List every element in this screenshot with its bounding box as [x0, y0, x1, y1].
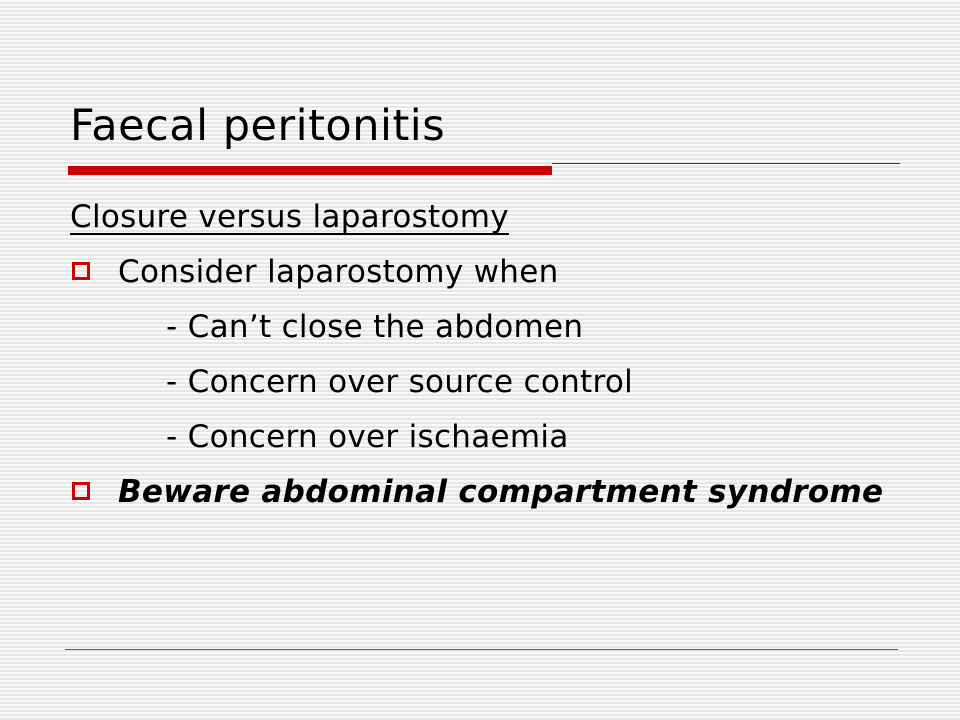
square-bullet-icon — [72, 262, 90, 280]
bullet-item — [70, 245, 920, 300]
footer-rule — [65, 649, 898, 650]
bullet-item-emphasis — [70, 471, 920, 513]
title-underline-thick — [68, 166, 552, 175]
title-underline-thin — [552, 163, 900, 164]
bullet-text-emphasis: Beware abdominal compartment syndrome — [118, 474, 884, 510]
sub-item: - Concern over source control — [166, 364, 634, 400]
sub-item: - Can’t close the abdomen — [166, 309, 584, 345]
bullet-text: Consider laparostomy when — [118, 254, 559, 290]
subheading: Closure versus laparostomy — [70, 199, 509, 235]
slide-title: Faecal peritonitis — [70, 101, 446, 151]
square-bullet-icon — [72, 482, 90, 500]
sub-item: - Concern over ischaemia — [166, 419, 569, 455]
slide-body — [70, 190, 920, 513]
